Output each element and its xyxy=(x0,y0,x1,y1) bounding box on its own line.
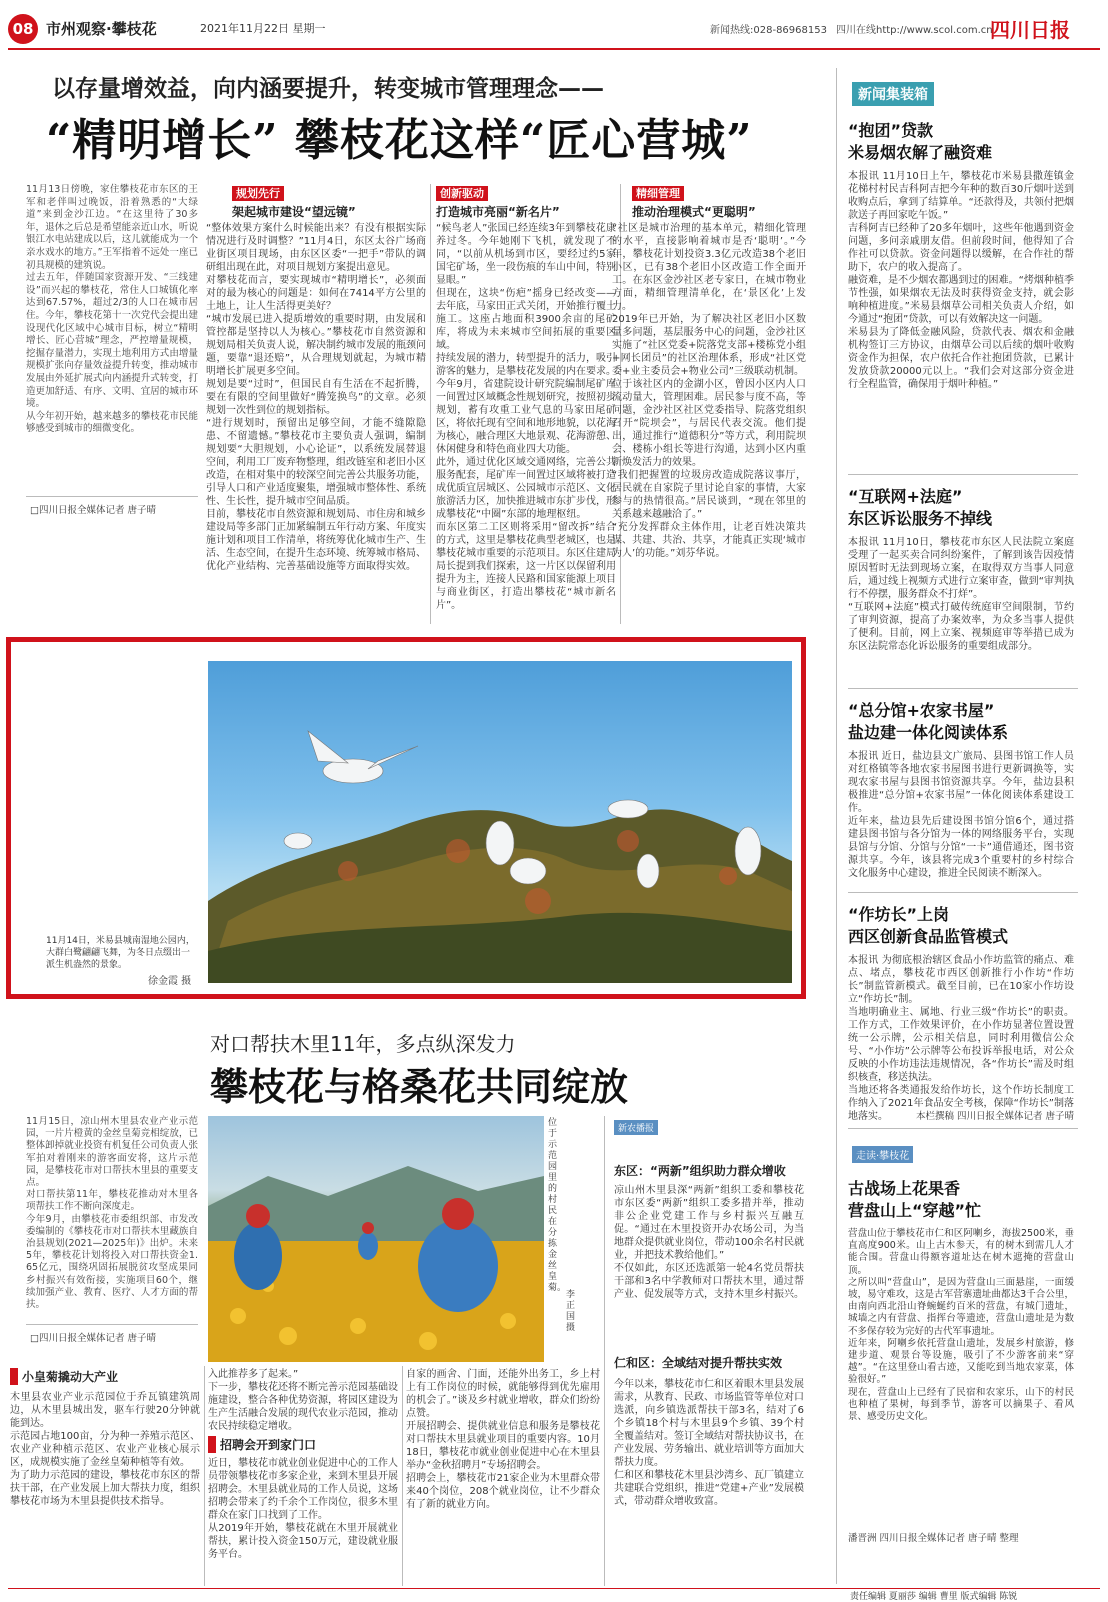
sidebar-item-title: “互联网+法庭” xyxy=(848,487,963,506)
editor-credits: 责任编辑 夏丽莎 编辑 曹里 版式编辑 陈锐 xyxy=(850,1592,1018,1602)
bottom-col3 xyxy=(406,1368,600,1580)
divider xyxy=(26,496,198,497)
second-headline: 攀枝花与格桑花共同绽放 xyxy=(210,1065,629,1109)
sidebar-item-title: “总分馆+农家书屋” xyxy=(848,701,995,720)
sidebar-item-body: 本报讯 为彻底根治辖区食品小作坊监管的痛点、难点、堵点，攀枝花市西区创新推行小作坊“作坊长”制监管新模式。截至目前，已在10家小作坊设立“作坊长”制。 当地明确业主、属地、行业三级“作坊长”的职责。工作方式，工作效果评价，在小作坊显著位置设置统一公示牌，公示相关信息，同时利用微信公众号、“小作坊”公示牌等公布投诉举报电话，对公众反映的小作坊违法违规情况，各“作坊长”需及时组织核查，移送执法。 当地还将各类通报发给作坊长，这个作坊长制度工作纳入了2021年食品安全考核，保障“作坊长”制落地落实。 xyxy=(848,955,1074,1122)
renhe-district-title: 仁和区：全域结对提升帮扶实效 xyxy=(614,1356,783,1370)
bottom-col3-body: 自家的画舍、门面，还能外出务工，乡上村上有工作岗位的时候，就能够得到优先雇用的机会了。”谈及乡村就业增收，群众们纷纷点赞。 开展招聘会、提供就业信息和服务是攀枝花对口帮扶木里县就业项目的重要内容。10月18日，攀枝花市就业创业促进中心在木里县举办“金秋招聘月”专场招聘会。 招聘会上，攀枝花市21家企业为木里群众带来40个岗位，208个就业岗位，让不少群众有了新的就业方向。 xyxy=(406,1369,600,1510)
renhe-district-body: 今年以来，攀枝花市仁和区着眼木里县发展需求，从教育、民政、市场监管等单位对口选派，向乡镇选派帮扶干部3名，结对了6个乡镇18个村与木里县9个乡镇、39个村全覆盖结对。签订全域结对帮扶协议书，在产业发展、劳务输出、就业培训等方面加大帮扶力度。 仁和区和攀枝花木里县沙湾乡、瓦厂镇建立共建联合党组织，推进“党建+产业”发展模式，带动群众增收致富。 xyxy=(614,1379,804,1507)
section-management xyxy=(632,182,802,220)
second-kicker: 对口帮扶木里11年，多点纵深发力 xyxy=(210,1032,516,1056)
sidebar-header: 新闻集装箱 xyxy=(852,82,934,106)
feature-tag: 走读·攀枝花 xyxy=(852,1146,913,1163)
section-title: 市州观察·攀枝花 xyxy=(46,20,157,38)
bottom-col1-body: 木里县农业产业示范园位于乔瓦镇建筑周边，从木里县城出发，驱车行驶20分钟就能到达。 示范园占地100亩，分为种一养殖示范区、农业产业种植示范区、农业产业核心展示区，成规模实施了金丝皇菊种植等有效。 为了助力示范园的建设，攀枝花市东区的帮扶干部，在产业发展上加大帮扶力度，组织攀枝花市场为木里县提供技术指导。 xyxy=(10,1392,200,1507)
bottom-col2-body: 入此推荐多了起来。” 下一步，攀枝花还将不断完善示范园基础设施建设，整合各种优势资源，将园区建设为生产生活融合发展的现代农业示范园，推动农民持续稳定增收。 xyxy=(208,1369,398,1432)
sidebar-item-body: 本报讯 近日，盐边县文广旅局、县图书馆工作人员对红格镇等各地农家书屋图书进行更新调换等，实现农家书屋与县图书馆资源共享。今年，盐边县积极推进“总分馆+农家书屋”一体化阅读体系建设工作。 近年来，盐边县先后建设图书馆分馆6个，通过搭建县图书馆与各分馆为一体的网络服务平台，实现县馆与分馆、分馆与分馆“一卡”通借通还，图书资源共享。今年，该县将完成3个重要村的乡村综合文化服务中心建设，推进全民阅读不断深入。 xyxy=(848,751,1074,879)
section-tag: 精细管理 xyxy=(632,186,684,201)
photo2-caption: 位于示范园里的村民在分拣金丝皇菊。 xyxy=(548,1118,567,1293)
sidebar-item xyxy=(848,486,1074,684)
section-tag: 规划先行 xyxy=(232,186,284,201)
sidebar-item-title: “作坊长”上岗 xyxy=(848,905,950,924)
bottom-col1 xyxy=(10,1368,200,1591)
section-title: 推动治理模式“更聪明” xyxy=(632,205,756,219)
feature-story xyxy=(848,1178,1074,1544)
lead-kicker: 以存量增效益，向内涵要提升，转变城市管理理念—— xyxy=(52,76,604,102)
photo2-credit: 李正国 摄 xyxy=(566,1290,576,1333)
second-byline: □四川日报全媒体记者 唐子晴 xyxy=(30,1333,156,1344)
column-divider xyxy=(430,184,431,624)
divider xyxy=(26,1324,198,1325)
section-title: 架起城市建设“望远镜” xyxy=(232,205,356,219)
feature-byline: 潘晋洲 四川日报全媒体记者 唐子晴 整理 xyxy=(848,1533,1019,1544)
sidebar-item xyxy=(848,120,1074,462)
section-innovation xyxy=(436,182,616,220)
news-hotline: 新闻热线:028-86968153 xyxy=(710,25,827,36)
column-divider xyxy=(204,1366,205,1586)
sidebar-item-subtitle: 西区创新食品监管模式 xyxy=(848,927,1009,946)
east-district-body: 凉山州木里县深“两新”组织工委和攀枝花市东区委“两新”组织工委多措并举，推动非公企业党建工作与乡村振兴互融互促。“通过在木里投资开办农场公司，为当地群众提供就业岗位，带动100余名村民就业，并把技术教给他们。” 不仅如此，东区还选派第一轮4名党员帮扶干部和3名中学教师对口帮扶木里，通过帮产业、促发展等方式，支持木里乡村振兴。 xyxy=(614,1185,804,1300)
sidebar-item-title: “抱团”贷款 xyxy=(848,121,934,140)
farmers-illustration xyxy=(208,1116,544,1362)
column-divider xyxy=(604,1116,605,1586)
section-planning-body: “整体效果方案什么时候能出来？有没有根据实际情况进行及时调整？”11月4日，东区太谷广场商业街区项目现场，由东区区委“一把手”带队的调研组出现在此，对项目规划方案提出意见。 对攀枝花而言，要实现城市“精明增长”，必须面对的最为核心的问题是：如何在7414平方公里的土地上，让人生活得更美好？ “城市发展已进入提质增效的重要时期，由发展和管控都是坚持以人为核心。”攀枝花市自然资源和规划局相关负责人说，解决制约城市发展的瓶颈问题，要靠“退还赔”，从合理规划就起，为城市精明增长扩展更多空间。 规划是要“过时”，但国民自有生活在不起折腾，要在有限的空间里做好“腾笼换鸟”的文章。必须规划一次性到位的规划指标。 “进行规划时，预留出足够空间，才能不缝隙隐患、不留遗憾。”攀枝花市主要负责人强调，编制规划要“大胆规划，小心论证”，以系统发展替退空间，利用工厂废弃物整理，组改链室和老旧小区改造，在相对集中的较深空间完善公共服务功能，引导人口和产业适度聚集，增强城市整体性、系统性、生长性，提升城市空间品质。 目前，攀枝花市自然资源和规划局、市住房和城乡建设局等多部门正加紧编制五年行动方案、年度实施计划和项目工作清单，将统筹优化城市生产、生活、生态空间，在提升生态环境、统筹城市格局、优化产业结构、完善基础设施等方面取得实效。 xyxy=(206,223,426,572)
chrysanthemum-photo xyxy=(208,1116,544,1362)
section-planning xyxy=(232,182,426,220)
bottom-col1-title: 小皇菊撬动大产业 xyxy=(10,1368,200,1385)
sidebar-byline: 本栏撰稿 四川日报全媒体记者 唐子晴 xyxy=(915,1111,1074,1122)
bottom-col2 xyxy=(208,1368,398,1587)
sidebar-item xyxy=(848,700,1074,884)
page-number: 08 xyxy=(8,14,38,44)
divider xyxy=(848,892,1078,893)
sidebar-divider xyxy=(836,68,837,1584)
feature-subtitle: 营盘山上“穿越”忙 xyxy=(848,1201,982,1220)
second-intro: 11月15日，凉山州木里县农业产业示范园，一片片橙黄的金丝皇菊竞相绽放，已整体卸掉就业投资有机复任公司负责人张军拍对着刚来的游客面安将，这片示范园，是攀枝花市对口帮扶木里县的重要支点。 对口帮扶第11年，攀枝花推动对木里各项帮扶工作不断向深度走。 今年9月，由攀枝花市委组织部、市发改委编制的《攀枝花市对口帮扶木里藏族自治县规划(2021—2025年)》出炉。未来5年，攀枝花计划将投入对口帮扶资金1.65亿元，围绕巩固拓展脱贫攻坚成果同乡村振兴有效衔接，实施项目60个，继续加强产业、教育、医疗、人才方面的帮扶。 xyxy=(26,1116,198,1311)
news-tag: 新农播报 xyxy=(614,1120,658,1135)
sidebar-item-subtitle: 米易烟农解了融资难 xyxy=(848,143,993,162)
photo-caption: 11月14日，米易县城南湿地公园内，大群白鹭翩翩飞舞，为冬日点缀出一派生机盎然的景象。 xyxy=(46,936,195,970)
section-title: 打造城市亮丽“新名片” xyxy=(436,205,560,219)
sidebar-item-body: 本报讯 11月10日上午，攀枝花市米易县撒莲镇金花梯村村民吉科阿吉把今年种的数百30斤烟叶送到收购点后，拿到了结算单。“还款得及，共领付把烟款送子再回家吃午饭。” 吉科阿吉已经种了20多年烟叶，这些年他遇到资金问题，多问亲戚朋友借。但前段时间，他得知了合作社可以贷款。资金问题得以缓解，在合作社的帮助下，农户的收入提高了。 融资难，是不少烟农都遇到过的困难。“烤烟种植季节性强，如果烟农无法及时获得资金支持，就会影响种植进度。”米易县烟草公司相关负责人介绍，如今通过“抱团”贷款，可以有效解决这一问题。 米易县为了降低金融风险，贷款代表、烟农和金融机构签订三方协议，由烟草公司以后续的烟叶收购资金作为担保，农户依托合作社抱团贷款，已累计发放贷款20000元以上。“我们会对这部分资金进行全程监管，确保用于烟叶种植。” xyxy=(848,171,1074,390)
sidebar-item xyxy=(848,904,1074,1122)
website-link[interactable]: 四川在线http://www.scol.com.cn xyxy=(836,25,993,36)
feature-body: 营盘山位于攀枝花市仁和区阿喇乡，海拔2500米，垂直高度900米。山上古木参天，有的树木到需几人才能合围。营盘山得额容道址达在树木遮掩的营盘山顶。 之所以叫“营盘山”，是因为营盘山三面悬崖，一面缓坡，易守难攻，这是古军营寨遗址曲都达3千合公里，由南向西北沿山脊蜿蜒约百米的营盘，有城门遗址，城墙之内有营盘、指挥台等遗迹，营盘山遗址是为数不多保存较为完好的古代军事遗址。 近年来，阿喇乡依托营盘山遗址，发展乡村旅游，修建步道、观景台等设施，吸引了不少游客前来“穿越”。“在这里登山看古迹，又能吃到当地农家菜，体验很好。” 现在，营盘山上已经有了民宿和农家乐，山下的村民也种植了果树，每到季节，游客可以摘果子、看风景、感受历史文化。 xyxy=(848,1228,1074,1423)
bottom-col2-body2: 近日，攀枝花市就业创业促进中心的工作人员带领攀枝花市多家企业，来到木里县开展招聘会。木里县就业局的工作人员说，这场招聘会带来了约千余个工作岗位，很多木里群众在家门口找到了工作。 从2019年开始，攀枝花就在木里开展就业帮扶，累计投入资金150万元，建设就业服务平台。 xyxy=(208,1458,398,1560)
lead-byline: □四川日报全媒体记者 唐子晴 xyxy=(30,505,156,516)
sidebar-item-subtitle: 盐边建一体化阅读体系 xyxy=(848,723,1009,742)
divider xyxy=(848,688,1078,689)
divider xyxy=(848,474,1078,475)
newspaper-logo: 四川日报 xyxy=(990,18,1070,42)
photo-credit: 徐金霞 摄 xyxy=(148,976,192,987)
lead-intro: 11月13日傍晚，家住攀枝花市东区的王军和老伴叫过晚饭，沿着熟悉的“大绿道”来到金沙江边。“在这里待了30多年，退休之后总是希望能亲近山水，听说银江水电站建成以后，这儿就能成为一个亲水戏水的地方。”王军指着不远处一座已初具规模的建筑说。 过去五年，伴随国家资源开发、“三线建设”而兴起的攀枝花，常住人口城镇化率达到67.57%，超过2/3的人口在城市居住。今年，攀枝花第十一次党代会提出建设现代化区域中心城市目标，树立“精明增长、匠心营城”理念，严控增量规模，挖掘存量潜力，实现土地利用方式由增量规模扩张向存量效益提升转变，推动城市发展由外延扩展式向内涵提升式转变，打造更加舒适、有序、文明、宜居的城市环境。 从今年初开始，越来越多的攀枝花市民能够感受到城市的细微变化。 xyxy=(26,184,198,435)
column-divider xyxy=(402,1366,403,1586)
feature-title: 古战场上花果香 xyxy=(848,1179,961,1198)
section-tag: 创新驱动 xyxy=(436,186,488,201)
lead-headline: “精明增长” 攀枝花这样“匠心营城” xyxy=(46,115,753,166)
sidebar-item-subtitle: 东区诉讼服务不掉线 xyxy=(848,509,993,528)
issue-date: 2021年11月22日 星期一 xyxy=(200,22,326,35)
header-rule xyxy=(8,48,1100,50)
section-innovation-body: “候鸟老人”张国已经连续3年到攀枝花康养过冬。今年她刚下飞机，就发现了不同，“以前从机场到市区，要经过约5家国宅矿场，坐一段伤痕的车山中间，特别显眼。” 但现在，这块“伤疤”摇身已经改变——去年底，马家田正式关闭，开始推行覆土施工。这座占地面积3900余亩的尾矿库，将成为未来城市空间拓展的重要区域。 持续发展的潜力，转型提升的活力，吸引游客的魅力，是攀枝花发展的内在要求。 今年9月，省建院设计研究院编制尾矿库一间置过区域概念性规划研究，按照初步规划，蓄有攻重工业气息的马家田尾矿区，将依托现有空间和地形地貌，以花海为核心，融合理区大地景观、花海游憩、休闲健身和特色商业四大功能。 此外，通过优化区域交通网络，完善公共服务配套，尾矿库一间置过区域将被打造成优质宜居城区、公园城市示范区、文化旅游活力区，加快推进城市东扩步伐，形成攀枝花“中圈”东部的地理枢纽。 而东区第二工区则将采用“留改拆”结合的方式，这里是攀枝花典型老城区，也是攀枝花城市重要的示范项目。东区住建局局长提到我们探索，这一片区以保留利用提升为主，连接人民路和国家能源上项目与商业街区，打造出攀枝花“城市新名片”。 xyxy=(436,223,616,611)
bottom-col2-title: 招聘会开到家门口 xyxy=(208,1436,398,1453)
sidebar-item-body: 本报讯 11月10日，攀枝花市东区人民法院立案庭受理了一起买卖合同纠纷案件，了解到该告因疫情原因暂时无法到现场立案，在取得双方当事人同意后，通过线上视频方式进行立案审查，做到“审判执行不停摆，服务群众不打烊”。 “互联网+法庭”模式打破传统庭审空间限制，节约了审判资源，提高了办案效率，为众多当事人提供了便利。目前，网上立案、视频庭审等举措已成为东区法院常态化诉讼服务的重要组成部分。 xyxy=(848,537,1074,652)
section-management-body: “社区是城市治理的基本单元，精细化管理的水平，直接影响着城市是否‘聪明’。”今年，攀枝花计划投资3.3亿元改造38个老旧小区，已有38个老旧小区改造工作全面开工。在东区金沙社区老专家日，在城市物业方面，精细管理清单化，在‘景区化’上发力。 2019年已开始，为了解决社区老旧小区数量多问题，基层服务中心的问题，金沙社区实施了“社区党委+院落党支部+楼栋党小组+网长团员”的社区治理体系，形成“社区党委+业主委员会+物业公司”三级联动机制。 位于该社区内的金湖小区，曾因小区内人口流动量大，管理困难。居民参与度不高，等问题，金沙社区社区党委指导、院落党组织召开“院坝会”，与居民代表交流。他们提出，通过推行“道德积分”等方式，利用院坝会、楼栋小组长等进行沟通，达到小区内重新焕发活力的效果。 “我们把握置的垃圾房改造成院落议事厅，居民就在自家院子里讨论自家的事情，大家参与的热情很高。”居民谈到，“现在邻里的关系越来越融洽了。” “充分发挥群众主体作用，让老百姓决策共谋、共建、共治、共享，才能真正实现‘城市为人’的功能。”刘芬华说。 xyxy=(612,223,806,559)
egrets-illustration xyxy=(208,661,792,983)
egrets-photo xyxy=(208,661,792,983)
divider xyxy=(848,1128,1078,1129)
east-district-title: 东区：“两新”组织助力群众增收 xyxy=(614,1164,786,1178)
